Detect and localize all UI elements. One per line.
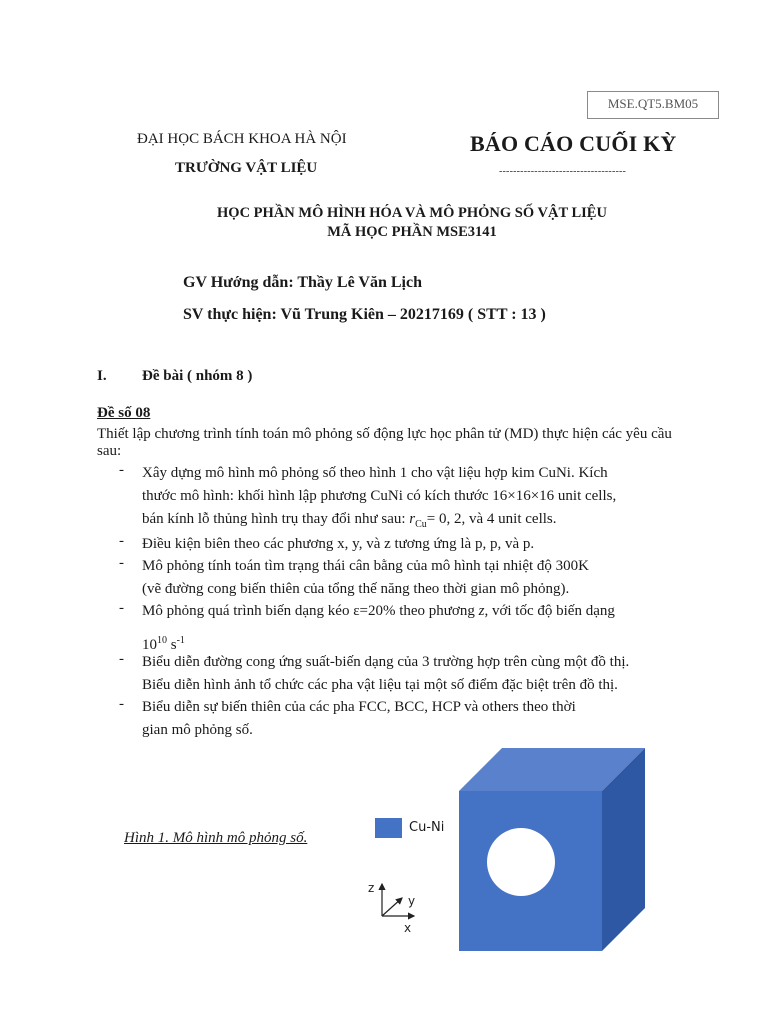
bullet-text: , với tốc độ biến dạng: [484, 603, 615, 619]
axis-z-symbol: z: [478, 603, 485, 619]
bullet-line: [142, 508, 682, 536]
axis-label-y: y: [408, 894, 416, 908]
bullet-line: Xây dựng mô hình mô phỏng số theo hình 1 cho vật liệu hợp kim CuNi. Kích: [142, 465, 608, 481]
bullet-equilibrium: [142, 555, 682, 601]
bullet-stress-strain: [142, 651, 702, 697]
coordinate-axes: [362, 876, 422, 936]
figure-caption: Hình 1. Mô hình mô phỏng số.: [124, 830, 308, 846]
bullet-line: [142, 600, 682, 623]
bullet-line: (vẽ đường cong biến thiên của tổng thế năng theo thời gian mô phỏng).: [142, 581, 570, 597]
bullet-text: Mô phỏng quá trình biến dạng kéo ε=20% theo phương: [142, 603, 479, 619]
instructor-line: GV Hướng dẫn: Thầy Lê Văn Lịch: [183, 274, 422, 291]
y-axis-line: [382, 898, 402, 916]
bullet-line: Biểu diễn hình ảnh tổ chức các pha vật liệu tại một số điểm đặc biệt trên đồ thị.: [142, 677, 618, 693]
course-name: HỌC PHẦN MÔ HÌNH HÓA VÀ MÔ PHỎNG SỐ VẬT LIỆU: [217, 205, 607, 221]
bullet-dash: -: [119, 555, 124, 571]
radius-symbol: r: [409, 511, 416, 527]
bullet-line: gian mô phỏng số.: [142, 722, 253, 738]
cube-model-figure: [455, 744, 655, 954]
bullet-dash: -: [119, 462, 124, 478]
school-name: TRƯỜNG VẬT LIỆU: [175, 160, 318, 176]
legend-swatch: [375, 818, 402, 838]
strain-rate-unit-exponent: -1: [176, 635, 185, 646]
bullet-tensile-deformation: [142, 600, 682, 657]
bullet-line: Biểu diễn sự biến thiên của các pha FCC, BCC, HCP và others theo thời: [142, 699, 576, 715]
legend-label: Cu-Ni: [409, 820, 445, 835]
section-number: I.: [97, 368, 107, 384]
title-underline: ------------------------------------: [499, 166, 627, 177]
report-title: BÁO CÁO CUỐI KỲ: [470, 131, 677, 156]
student-line: SV thực hiện: Vũ Trung Kiên – 20217169 ( STT : 13 ): [183, 306, 546, 323]
bullet-line: Biểu diễn đường cong ứng suất-biến dạng của 3 trường hợp trên cùng một đồ thị.: [142, 654, 630, 670]
course-code: MÃ HỌC PHẦN MSE3141: [327, 224, 497, 240]
document-code-box: MSE.QT5.BM05: [587, 91, 719, 119]
bullet-boundary-conditions: Điều kiện biên theo các phương x, y, và z tương ứng là p, p, và p.: [142, 536, 535, 552]
cylindrical-hole: [487, 828, 555, 896]
section-title: Đề bài ( nhóm 8 ): [142, 368, 253, 384]
university-name: ĐẠI HỌC BÁCH KHOA HÀ NỘI: [137, 131, 347, 147]
radius-subscript: Cu: [415, 519, 427, 530]
bullet-text: = 0, 2, và 4 unit cells.: [426, 511, 557, 527]
strain-rate-base: 10: [142, 637, 157, 653]
bullet-text: bán kính lỗ thủng hình trụ thay đổi như sau:: [142, 511, 410, 527]
bullet-phase-evolution: [142, 696, 682, 742]
strain-rate-exponent: 10: [157, 635, 167, 646]
bullet-dash: -: [119, 600, 124, 616]
topic-heading: Đề số 08: [97, 405, 151, 421]
bullet-model-description: [142, 462, 682, 536]
intro-paragraph: Thiết lập chương trình tính toán mô phỏng số động lực học phân tử (MD) thực hiện các yêu cầu sau:: [97, 426, 672, 459]
bullet-dash: -: [119, 696, 124, 712]
bullet-line: Mô phỏng tính toán tìm trạng thái cân bằng của mô hình tại nhiệt độ 300K: [142, 558, 590, 574]
bullet-line: thước mô hình: khối hình lập phương CuNi có kích thước 16×16×16 unit cells,: [142, 488, 617, 504]
bullet-dash: -: [119, 651, 124, 667]
axis-label-z: z: [368, 881, 375, 895]
bullet-dash: -: [119, 533, 124, 549]
course-heading: [0, 204, 768, 242]
strain-rate-unit: s: [167, 637, 177, 653]
axis-label-x: x: [404, 921, 412, 935]
